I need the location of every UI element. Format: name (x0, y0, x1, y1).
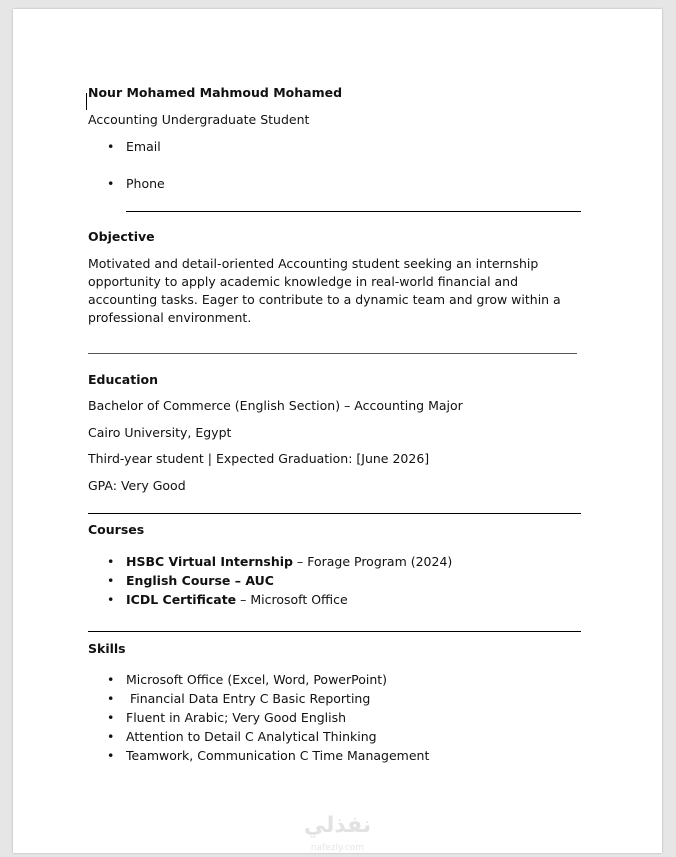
courses-heading: Courses (88, 522, 145, 537)
bullet-icon: • (107, 139, 115, 154)
bullet-icon: • (107, 573, 115, 588)
skill-item: Microsoft Office (Excel, Word, PowerPoint) (126, 672, 388, 687)
contact-phone: Phone (126, 176, 165, 191)
course-name: ICDL Certificate (126, 592, 237, 607)
course-detail: – Forage Program (2024) (293, 554, 453, 569)
watermark-site: nafezly.com (310, 843, 365, 853)
skill-item: Financial Data Entry C Basic Reporting (126, 691, 371, 706)
education-degree: Bachelor of Commerce (English Section) – Accounting Major (88, 398, 463, 413)
education-university: Cairo University, Egypt (88, 425, 232, 440)
document-page (13, 9, 662, 853)
skills-heading: Skills (88, 641, 126, 656)
course-detail: – Microsoft Office (236, 592, 348, 607)
education-year: Third-year student | Expected Graduation: [June 2026] (88, 451, 430, 466)
education-gpa: GPA: Very Good (88, 478, 186, 493)
objective-text: Motivated and detail-oriented Accounting student seeking an internship opportunity to apply academic knowledge in real-world financial and accounting tasks. Eager to contribute to a dynamic team and grow within a professional environment. (88, 256, 561, 325)
divider (88, 513, 581, 514)
bullet-icon: • (107, 176, 115, 191)
education-heading: Education (88, 372, 158, 387)
watermark-logo: نفذلي (303, 813, 372, 838)
divider (88, 631, 581, 632)
candidate-name: Nour Mohamed Mahmoud Mohamed (88, 85, 343, 100)
course-item (126, 591, 348, 609)
skill-item: Teamwork, Communication C Time Management (126, 748, 430, 763)
course-item (126, 572, 274, 590)
bullet-icon: • (107, 592, 115, 607)
bullet-icon: • (107, 672, 115, 687)
bullet-icon: • (107, 691, 115, 706)
candidate-title: Accounting Undergraduate Student (88, 112, 310, 127)
course-item (126, 553, 452, 571)
contact-email: Email (126, 139, 161, 154)
objective-heading: Objective (88, 229, 155, 244)
bullet-icon: • (107, 748, 115, 763)
divider (88, 353, 577, 354)
text-cursor (86, 93, 87, 110)
bullet-icon: • (107, 554, 115, 569)
bullet-icon: • (107, 729, 115, 744)
divider (126, 211, 581, 212)
skill-item: Fluent in Arabic; Very Good English (126, 710, 347, 725)
bullet-icon: • (107, 710, 115, 725)
skill-item: Attention to Detail C Analytical Thinking (126, 729, 377, 744)
course-name: English Course – AUC (126, 573, 274, 588)
course-name: HSBC Virtual Internship (126, 554, 294, 569)
